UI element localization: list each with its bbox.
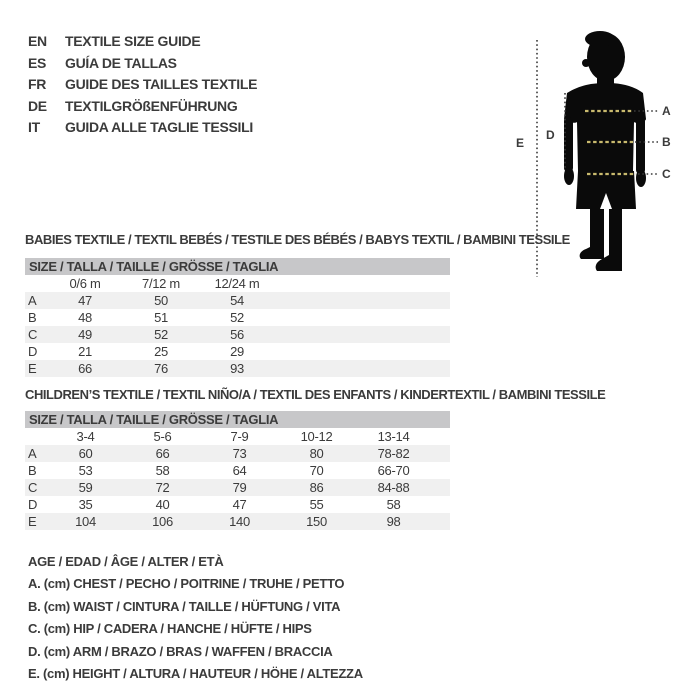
table-cell: 55 [309,497,324,512]
table-cell: 58 [386,497,401,512]
language-code: ES [28,54,47,71]
measure-label-a: A [662,104,671,118]
row-label: A [28,446,37,461]
table-cell: 47 [78,293,92,308]
table-cell: 48 [78,310,92,325]
language-row-it [28,117,257,139]
table-cell: 70 [309,463,324,478]
column-header: 10-12 [300,429,333,444]
row-label: A [28,293,37,308]
table-cell: 104 [75,514,96,529]
legend-waist: B. (cm) WAIST / CINTURA / TAILLE / HÜFTUNG / VITA [28,598,341,614]
babies-section-heading: BABIES TEXTILE / TEXTIL BEBÉS / TESTILE DES BÉBÉS / BABYS TEXTIL / BAMBINI TESSILE [25,232,570,247]
column-header: 3-4 [76,429,95,444]
table-cell: 106 [152,514,173,529]
child-silhouette-graphic [500,25,700,290]
row-label: C [28,480,38,495]
row-label: C [28,327,38,342]
table-cell: 52 [230,310,244,325]
table-row [25,513,450,530]
table-cell: 21 [78,344,92,359]
column-header: 5-6 [153,429,172,444]
table-cell: 66-70 [377,463,410,478]
legend-height: E. (cm) HEIGHT / ALTURA / HAUTEUR / HÖHE / ALTEZZA [28,666,363,682]
measurement-legend [28,551,363,685]
table-row [25,309,450,326]
table-cell: 54 [230,293,244,308]
children-section-heading: CHILDREN’S TEXTILE / TEXTIL NIÑO/A / TEXTIL DES ENFANTS / KINDERTEXTIL / BAMBINI TESSILE [25,387,606,402]
table-cell: 66 [78,361,92,376]
table-cell: 52 [154,327,168,342]
measure-label-e: E [516,136,524,150]
table-cell: 79 [232,480,247,495]
measurement-figure [500,25,700,290]
table-cell: 35 [78,497,93,512]
measure-label-b: B [662,135,671,149]
row-label: B [28,310,37,325]
table-cell: 40 [155,497,170,512]
table-cell: 80 [309,446,324,461]
table-cell: 76 [154,361,168,376]
row-label: E [28,514,37,529]
table-cell: 78-82 [377,446,410,461]
language-code: DE [28,97,47,114]
table-row [25,343,450,360]
children-column-headers [25,428,450,445]
column-header: 7-9 [230,429,249,444]
child-silhouette [564,31,646,271]
babies-column-headers [25,275,450,292]
table-cell: 86 [309,480,324,495]
table-row [25,445,450,462]
table-cell: 51 [154,310,168,325]
measure-label-d: D [546,128,555,142]
table-row [25,462,450,479]
table-cell: 58 [155,463,170,478]
language-row-es [28,53,257,75]
table-row [25,360,450,377]
table-row [25,326,450,343]
table-row [25,496,450,513]
table-cell: 64 [232,463,247,478]
table-cell: 47 [232,497,247,512]
legend-age: AGE / EDAD / ÂGE / ALTER / ETÀ [28,554,224,569]
table-cell: 73 [232,446,247,461]
children-size-table [25,411,450,530]
language-title-list [28,31,257,139]
guide-title-it: GUIDA ALLE TAGLIE TESSILI [65,119,253,135]
column-header: 7/12 m [142,276,180,291]
row-label: B [28,463,37,478]
table-cell: 60 [78,446,93,461]
table-cell: 66 [155,446,170,461]
table-row [25,479,450,496]
table-cell: 98 [386,514,401,529]
row-label: D [28,497,38,512]
size-header-bar: SIZE / TALLA / TAILLE / GRÖSSE / TAGLIA [25,258,450,275]
table-cell: 29 [230,344,244,359]
table-cell: 84-88 [377,480,410,495]
guide-title-en: TEXTILE SIZE GUIDE [65,33,201,49]
column-header: 13-14 [377,429,410,444]
language-code: IT [28,119,40,135]
row-label-spacer [25,275,47,292]
row-label: E [28,361,37,376]
guide-title-es: GUÍA DE TALLAS [65,54,177,71]
language-row-fr [28,74,257,96]
table-cell: 49 [78,327,92,342]
language-row-de [28,96,257,118]
legend-chest: A. (cm) CHEST / PECHO / POITRINE / TRUHE / PETTO [28,576,345,592]
legend-arm: D. (cm) ARM / BRAZO / BRAS / WAFFEN / BRACCIA [28,643,333,659]
measure-label-c: C [662,167,671,181]
language-row-en [28,31,257,53]
language-code: EN [28,33,47,49]
guide-title-fr: GUIDE DES TAILLES TEXTILE [65,76,258,92]
babies-size-table [25,258,450,377]
table-cell: 56 [230,327,244,342]
row-label: D [28,344,38,359]
table-cell: 93 [230,361,244,376]
legend-hip: C. (cm) HIP / CADERA / HANCHE / HÜFTE / HIPS [28,621,312,637]
guide-title-de: TEXTILGRÖßENFÜHRUNG [65,97,238,114]
row-label-spacer [25,428,47,445]
table-cell: 25 [154,344,168,359]
table-cell: 150 [306,514,327,529]
table-cell: 59 [78,480,93,495]
column-header: 12/24 m [214,276,260,291]
column-header: 0/6 m [69,276,101,291]
table-row [25,292,450,309]
table-cell: 72 [155,480,170,495]
size-header-bar: SIZE / TALLA / TAILLE / GRÖSSE / TAGLIA [25,411,450,428]
table-cell: 140 [229,514,250,529]
language-code: FR [28,76,47,92]
table-cell: 53 [78,463,93,478]
table-cell: 50 [154,293,168,308]
